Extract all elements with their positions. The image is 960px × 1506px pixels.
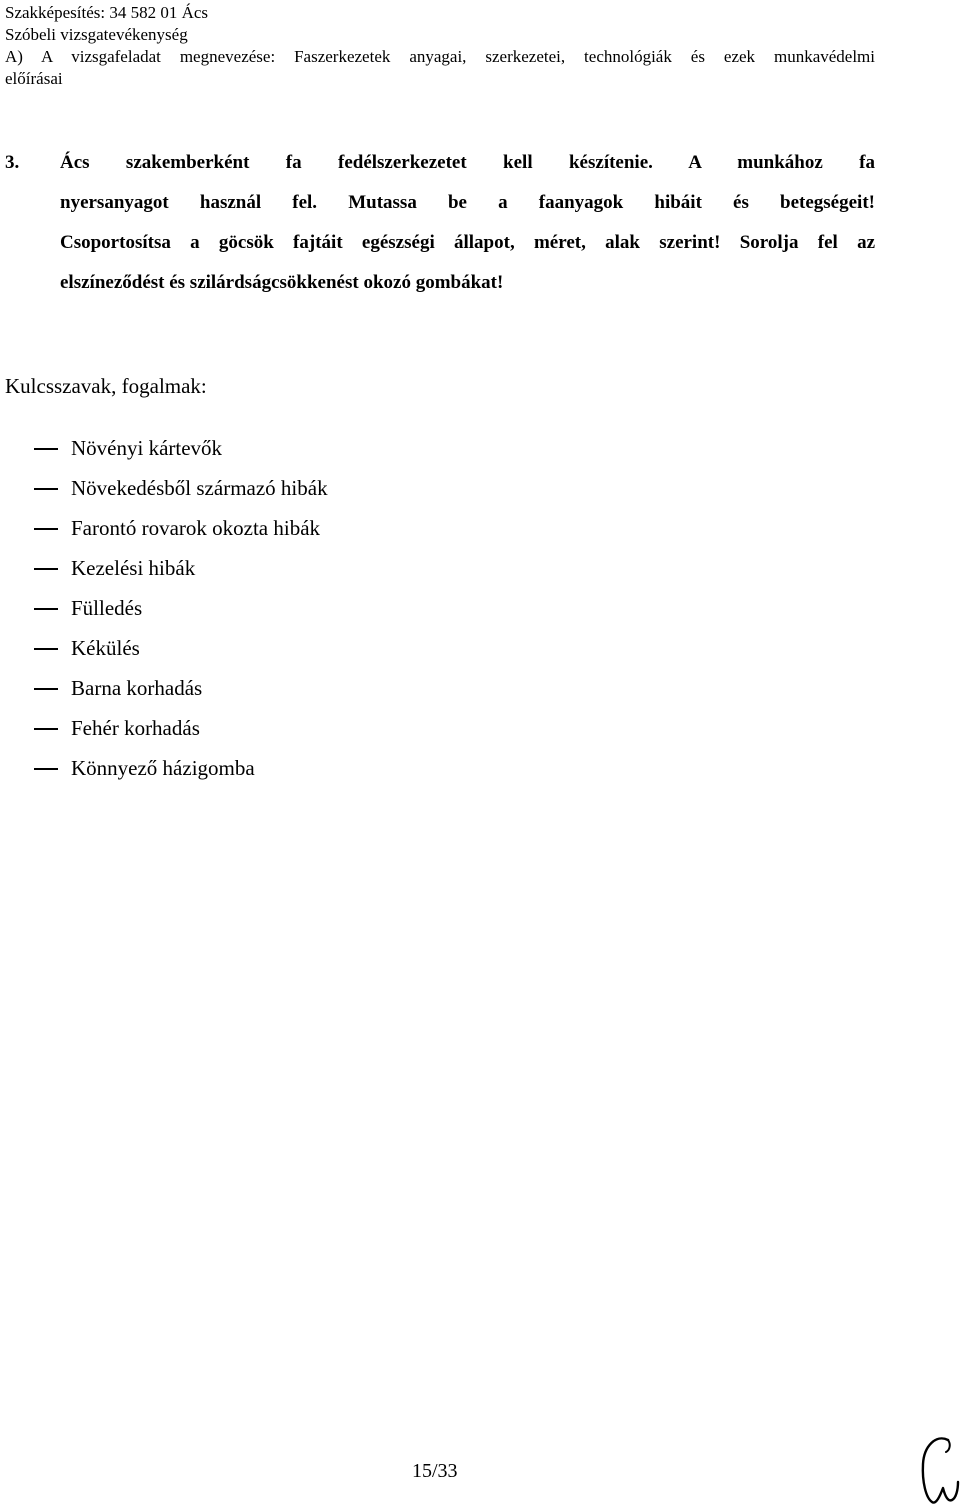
list-item bbox=[34, 588, 328, 628]
list-item bbox=[34, 708, 328, 748]
question-line: elszíneződést és szilárdságcsökkenést okozó gombákat! bbox=[60, 272, 504, 293]
document-header bbox=[5, 2, 875, 90]
list-item bbox=[34, 748, 328, 788]
keyword-text: Fülledés bbox=[71, 596, 143, 620]
header-task-name-continued: előírásai bbox=[5, 69, 63, 88]
list-item bbox=[34, 468, 328, 508]
question-line: nyersanyagot használ fel. Mutassa be a faanyagok hibáit és betegségeit! bbox=[60, 192, 875, 213]
dash-bullet-icon bbox=[34, 608, 58, 610]
list-item bbox=[34, 668, 328, 708]
keyword-text: Farontó rovarok okozta hibák bbox=[71, 516, 321, 540]
question-block bbox=[5, 143, 875, 303]
keywords-list bbox=[34, 428, 328, 788]
header-exam-activity: Szóbeli vizsgatevékenység bbox=[5, 25, 188, 44]
header-qualification: Szakképesítés: 34 582 01 Ács bbox=[5, 3, 209, 22]
list-item bbox=[34, 428, 328, 468]
dash-bullet-icon bbox=[34, 688, 58, 690]
question-number: 3. bbox=[5, 152, 20, 173]
dash-bullet-icon bbox=[34, 528, 58, 530]
header-task-name: A) A vizsgafeladat megnevezése: Faszerkezetek anyagai, szerkezetei, technológiák és ezek munkavédelmi bbox=[5, 47, 875, 66]
dash-bullet-icon bbox=[34, 568, 58, 570]
dash-bullet-icon bbox=[34, 488, 58, 490]
dash-bullet-icon bbox=[34, 728, 58, 730]
keyword-text: Kezelési hibák bbox=[71, 556, 196, 580]
question-line: Ács szakemberként fa fedélszerkezetet kell készítenie. A munkához fa bbox=[60, 152, 875, 173]
keyword-text: Fehér korhadás bbox=[71, 716, 200, 740]
keywords-title: Kulcsszavak, fogalmak: bbox=[5, 374, 207, 398]
dash-bullet-icon bbox=[34, 648, 58, 650]
question-line: Csoportosítsa a göcsök fajtáit egészségi állapot, méret, alak szerint! Sorolja fel az bbox=[60, 232, 875, 253]
signature-icon bbox=[918, 1430, 960, 1506]
list-item bbox=[34, 508, 328, 548]
keyword-text: Növekedésből származó hibák bbox=[71, 476, 328, 500]
dash-bullet-icon bbox=[34, 768, 58, 770]
keyword-text: Barna korhadás bbox=[71, 676, 203, 700]
keyword-text: Növényi kártevők bbox=[71, 436, 223, 460]
page-number: 15/33 bbox=[412, 1460, 458, 1482]
question-text bbox=[60, 143, 875, 303]
list-item bbox=[34, 548, 328, 588]
list-item bbox=[34, 628, 328, 668]
keyword-text: Kékülés bbox=[71, 636, 140, 660]
dash-bullet-icon bbox=[34, 448, 58, 450]
keyword-text: Könnyező házigomba bbox=[71, 756, 255, 780]
